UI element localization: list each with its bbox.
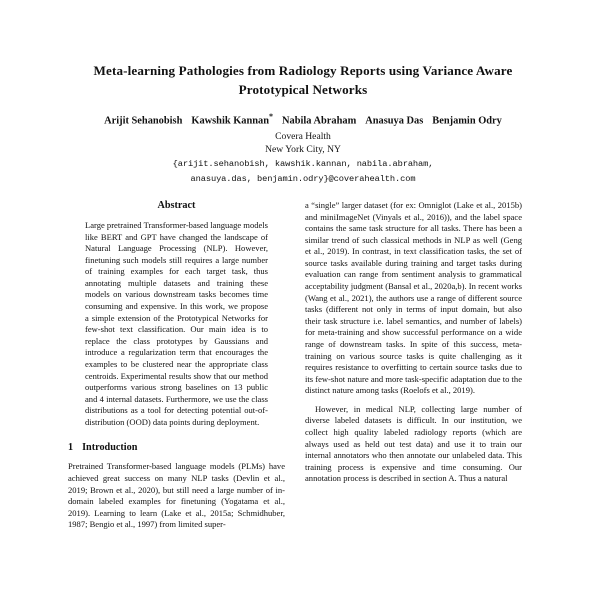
author-name: Arijit Sehanobish — [104, 115, 183, 127]
right-column-paragraph-2: However, in medical NLP, collecting large number of diverse labeled datasets is difficult. In our institution, we collect high quality labeled radiology reports (which are always used as held out test data) and use it to train our internal annotators who then annotate our unlabeled data. This training process is expensive and time consuming. Our annotation process is described in section A. Thus a natural — [305, 403, 522, 484]
affiliation: Covera Health — [275, 131, 331, 143]
author-name: Kawshik Kannan — [191, 115, 270, 127]
introduction-paragraph: Pretrained Transformer-based language models (PLMs) have achieved great success on many NLP tasks (Devlin et al., 2019; Brown et al., 2020), but still need a large number of in-domain labeled examples for finetuning (Yogatama et al., 2019). Learning to learn (Lake et al., 2015a; Schmidhuber, 1987; Bengio et al., 1997) from limited super- — [68, 461, 285, 530]
abstract-block — [85, 220, 268, 428]
author-list — [68, 112, 538, 128]
section-title: Introduction — [82, 442, 138, 454]
page-title: Meta-learning Pathologies from Radiology Reports using Variance Aware Prototypical Networks — [93, 63, 513, 97]
abstract-heading: Abstract — [157, 200, 196, 211]
affiliation-location: New York City, NY — [265, 144, 341, 156]
left-column — [68, 200, 285, 600]
right-column-paragraph-1: a “single” larger dataset (for ex: Omniglot (Lake et al., 2015b) and miniImageNet (Vinyals et al., 2016)), and the label space contains the same task structure for all tasks. There has been a similar trend of such classical methods in NLP as well (Geng et al., 2019). In contrast, in text classification tasks, the set of source tasks available during training and target tasks during evaluation can range from sentiment analysis to grammatical acceptability judgment (Bansal et al., 2020a,b). In recent works (Wang et al., 2021), the authors use a range of different source tasks (different not only in terms of input domain, but also their task structure i.e. label semantics, and number of labels) for meta-training and show successful performance on a wide range of downstream tasks. In spite of this success, meta-training on various source tasks is quite challenging as it requires resistance to overfitting to certain source tasks due to its few-shot nature and more task-specific adaptation due to the distinct nature among tasks (Roelofs et al., 2019). — [305, 200, 522, 396]
author-marker: * — [269, 112, 274, 122]
paper-header — [0, 0, 600, 186]
author-name: Anasuya Das — [365, 115, 424, 127]
author-emails-line-2: anasuya.das, benjamin.odry}@coverahealth.com — [190, 174, 416, 185]
author-name: Nabila Abraham — [282, 115, 357, 127]
body-columns — [0, 200, 600, 600]
author-name: Benjamin Odry — [432, 115, 502, 127]
right-column — [305, 200, 522, 600]
section-number: 1 — [68, 442, 74, 454]
author-emails-line-1: {arijit.sehanobish, kawshik.kannan, nabila.abraham, — [172, 159, 434, 170]
introduction-heading — [68, 442, 285, 453]
abstract-text: Large pretrained Transformer-based language models like BERT and GPT have changed the landscape of Natural Language Processing (NLP). However, finetuning such models still requires a large number of training examples for each target task, thus annotating multiple datasets and training these models on various downstream tasks becomes time consuming and expensive. In this work, we propose a simple extension of the Prototypical Networks for few-shot text classification. Our main idea is to replace the class prototypes by Gaussians and introduce a regularization term that encourages the examples to be clustered near the appropriate class centroids. Experimental results show that our method outperforms various strong baselines on 13 public and 4 internal datasets. Furthermore, we use the class distributions as a tool for detecting potential out-of-distribution (OOD) data points during deployment. — [85, 220, 268, 427]
